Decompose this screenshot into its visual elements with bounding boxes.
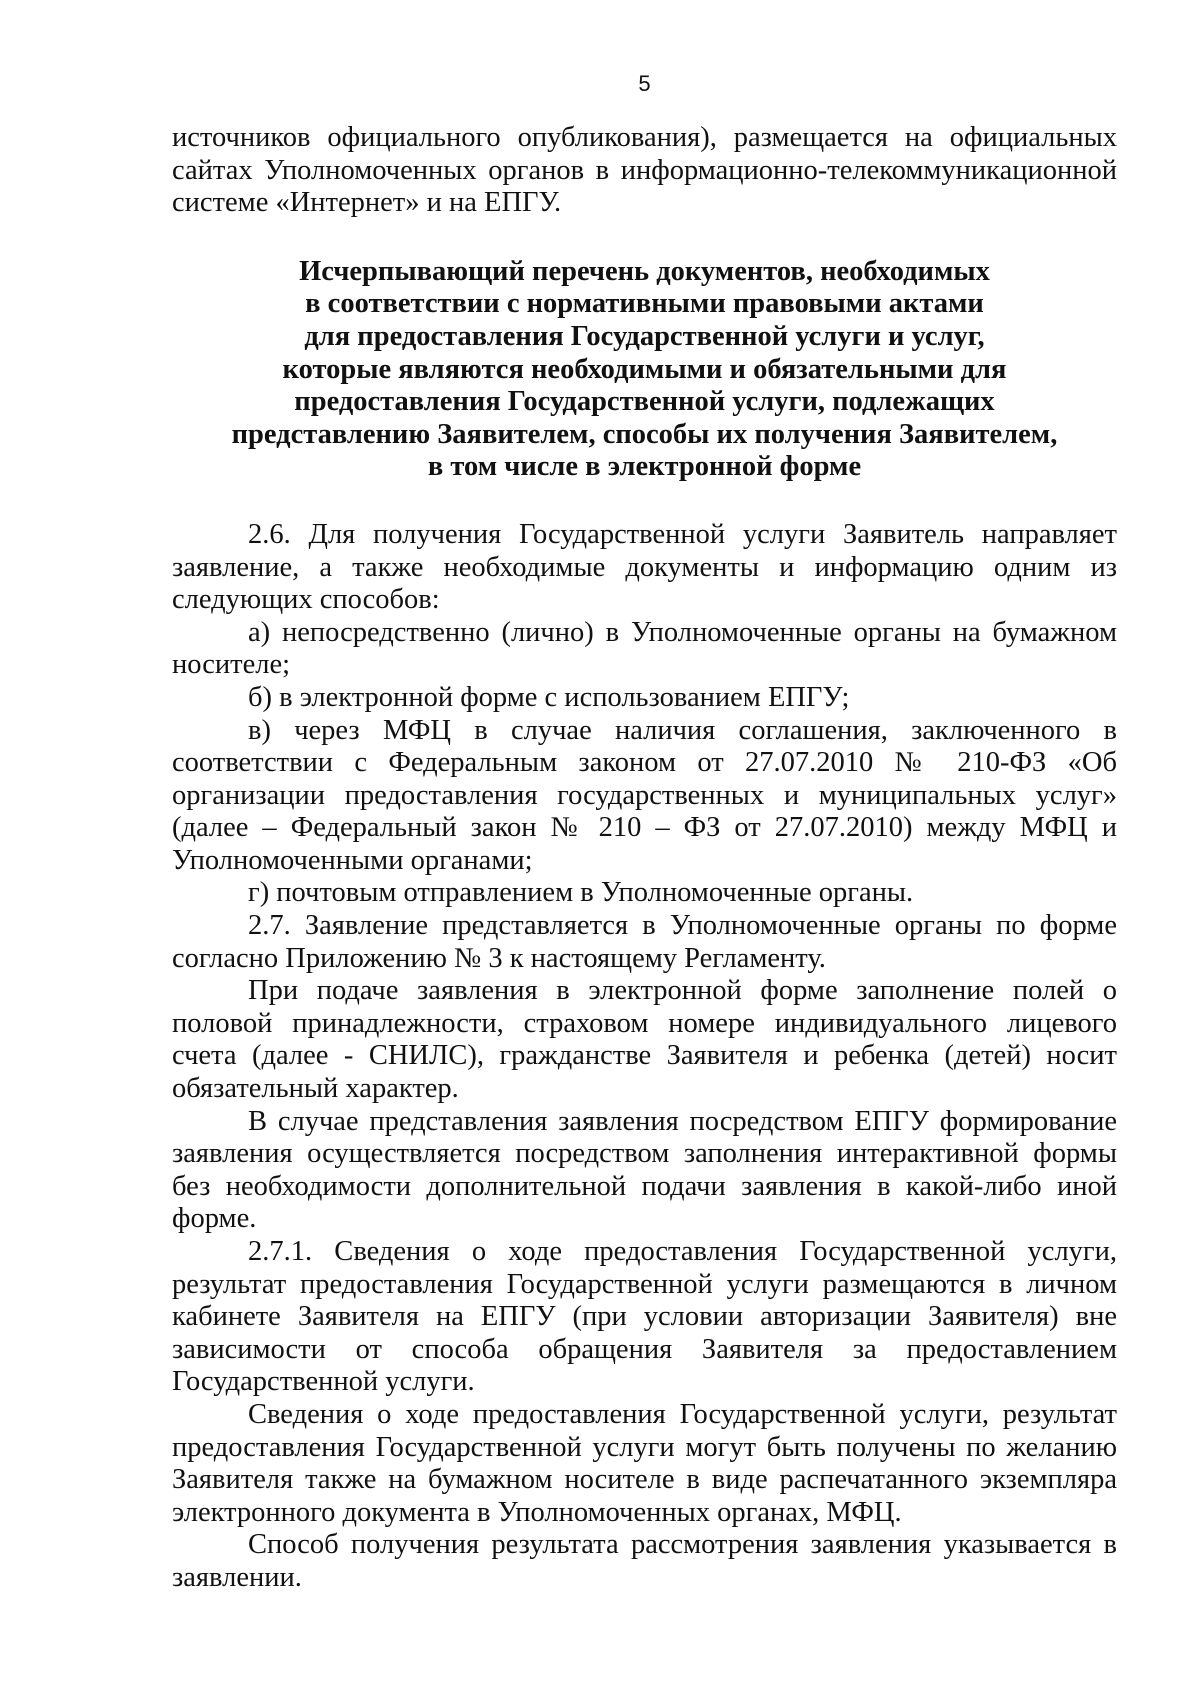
paragraph-2-7-1: 2.7.1. Сведения о ходе предоставления Государственной услуги, результат предоставления Государственной услуги размещаются в личном кабинете Заявителя на ЕПГУ (при условии авторизации Заявителя) вне зависимости от способа обращения Заявителя за предоставлением Государственной услуги.: [172, 1236, 1117, 1398]
heading-line: в соответствии с нормативными правовыми актами: [305, 288, 984, 320]
document-page: [172, 70, 1117, 1595]
section-heading: [172, 256, 1117, 484]
heading-line: представлению Заявителем, способы их получения Заявителем,: [231, 418, 1058, 450]
list-item-b: б) в электронной форме с использованием ЕПГУ;: [248, 681, 850, 713]
paragraph-paper-copy: Сведения о ходе предоставления Государственной услуги, результат предоставления Государственной услуги могут быть получены по желанию Заявителя также на бумажном носителе в виде распечатанного экземпляра электронного документа в Уполномоченных органах, МФЦ.: [172, 1398, 1117, 1528]
heading-line: которые являются необходимыми и обязательными для: [282, 353, 1007, 385]
heading-line: для предоставления Государственной услуги и услуг,: [304, 320, 985, 352]
heading-line: предоставления Государственной услуги, подлежащих: [294, 386, 995, 418]
intro-paragraph: источников официального опубликования), размещается на официальных сайтах Уполномоченных органов в информационно-телекоммуникационной системе «Интернет» и на ЕПГУ.: [172, 122, 1117, 219]
heading-line: в том числе в электронной форме: [427, 451, 862, 483]
page-number: 5: [638, 71, 651, 96]
paragraph-2-6: 2.6. Для получения Государственной услуги Заявитель направляет заявление, а также необходимые документы и информацию одним из следующих способов:: [172, 518, 1117, 616]
paragraph-result-method: Способ получения результата рассмотрения заявления указывается в заявлении.: [172, 1529, 1117, 1593]
paragraph-2-7: 2.7. Заявление представляется в Уполномоченные органы по форме согласно Приложению № 3 к настоящему Регламенту.: [172, 910, 1117, 974]
paragraph-epgu-form: В случае представления заявления посредством ЕПГУ формирование заявления осуществляется посредством заполнения интерактивной формы без необходимости дополнительной подачи заявления в какой-либо иной форме.: [172, 1105, 1117, 1235]
list-item-g: г) почтовым отправлением в Уполномоченные органы.: [248, 877, 914, 909]
paragraph-electronic-fields: При подаче заявления в электронной форме заполнение полей о половой принадлежности, страховом номере индивидуального лицевого счета (далее - СНИЛС), гражданстве Заявителя и ребенка (детей) носит обязательный характер.: [172, 975, 1117, 1105]
list-item-a: а) непосредственно (лично) в Уполномоченные органы на бумажном носителе;: [172, 616, 1117, 681]
list-item-v: в) через МФЦ в случае наличия соглашения, заключенного в соответствии с Федеральным законом от 27.07.2010 № 210-ФЗ «Об организации предоставления государственных и муниципальных услуг» (далее – Федеральный закон № 210 – ФЗ от 27.07.2010) между МФЦ и Уполномоченными органами;: [172, 714, 1117, 876]
heading-line: Исчерпывающий перечень документов, необходимых: [299, 255, 990, 287]
